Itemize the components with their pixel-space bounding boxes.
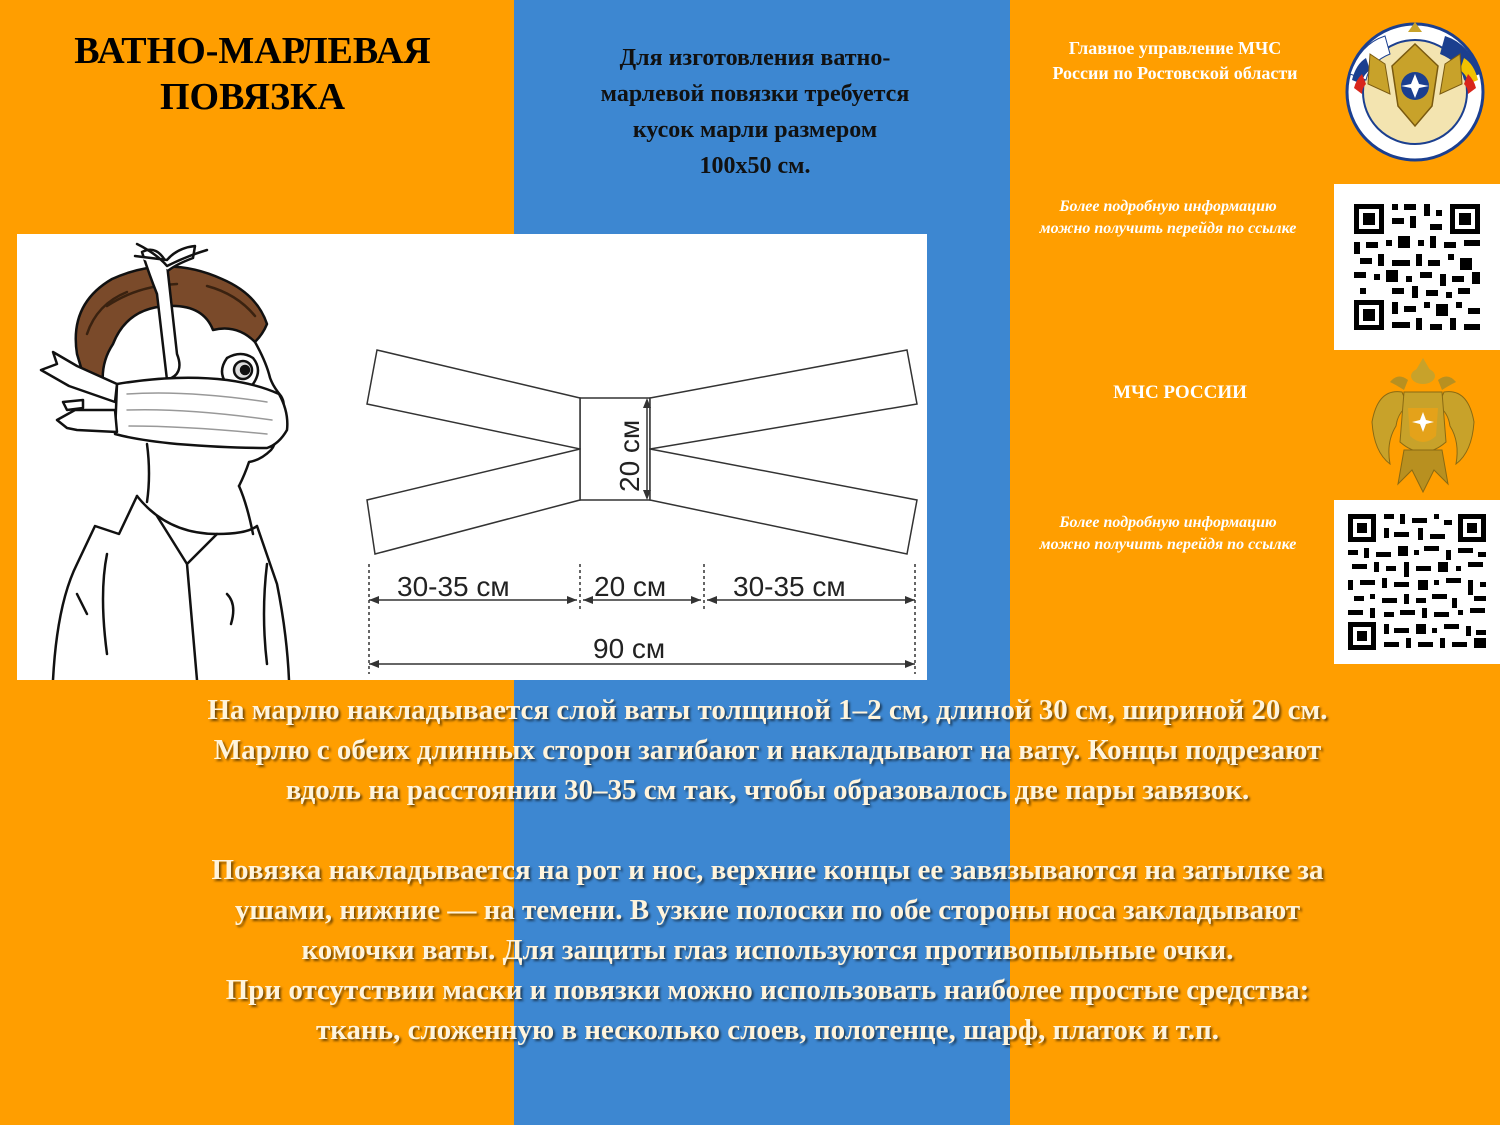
instruction-line: Марлю с обеих длинных сторон загибают и накладывают на вату. Концы подрезают (213, 734, 1322, 766)
instruction-line: ушами, нижние — на темени. В узкие полоски по обе стороны носа закладывают (234, 894, 1301, 926)
center-width-label: 20 см (594, 571, 667, 602)
org-line-1: Главное управление МЧС (1068, 38, 1282, 58)
cutting-pattern-diagram (367, 350, 917, 674)
instruction-line: вдоль на расстоянии 30–35 см так, чтобы образовалось две пары завязок. (285, 774, 1250, 806)
pattern-strap-right-top (650, 350, 917, 449)
regional-emblem-icon (1340, 14, 1490, 164)
left-strap-length-label: 30-35 см (397, 571, 510, 602)
instructions-text (40, 690, 1495, 1050)
title-line-1: ВАТНО-МАРЛЕВАЯ (74, 30, 431, 72)
pattern-strap-right-bottom (650, 449, 917, 554)
height-dimension-label: 20 см (614, 419, 645, 492)
paragraph-gap (40, 810, 1495, 850)
right-strap-length-label: 30-35 см (733, 571, 846, 602)
intro-line-3: кусок марли размером (632, 117, 878, 143)
pattern-strap-left-bottom (367, 449, 580, 554)
intro-text (550, 40, 960, 184)
total-length-label: 90 см (593, 633, 666, 664)
person-with-bandage-drawing (41, 244, 289, 680)
title-line-2: ПОВЯЗКА (159, 76, 346, 118)
mchs-russia-label: МЧС РОССИИ (1113, 382, 1247, 403)
instruction-line: комочки ваты. Для защиты глаз используются противопыльные очки. (301, 934, 1234, 966)
intro-line-2: марлевой повязки требуется (600, 81, 910, 107)
pattern-strap-left-top (367, 350, 580, 449)
page-title (40, 28, 465, 120)
instruction-line: На марлю накладывается слой ваты толщиной 1–2 см, длиной 30 см, шириной 20 см. (207, 694, 1328, 726)
qr-code-2[interactable] (1334, 500, 1500, 664)
intro-line-1: Для изготовления ватно- (619, 45, 891, 71)
qr-hint-1: Более подробную информацию можно получить перейдя по ссылке (1039, 198, 1297, 237)
bandage-illustration (17, 234, 927, 680)
instruction-line: Повязка накладывается на рот и нос, верхние концы ее завязываются на затылке за (211, 854, 1324, 886)
organization-name (1025, 36, 1325, 86)
mchs-eagle-emblem-icon (1368, 352, 1478, 498)
intro-line-4: 100х50 см. (699, 153, 811, 179)
org-line-2: России по Ростовской области (1052, 63, 1298, 83)
qr-hint-2: Более подробную информацию можно получить перейдя по ссылке (1039, 514, 1297, 553)
qr-code-1[interactable] (1334, 184, 1500, 350)
instruction-line: При отсутствии маски и повязки можно использовать наиболее простые средства: (225, 974, 1310, 1006)
instruction-line: ткань, сложенную в несколько слоев, полотенце, шарф, платок и т.п. (316, 1014, 1219, 1046)
